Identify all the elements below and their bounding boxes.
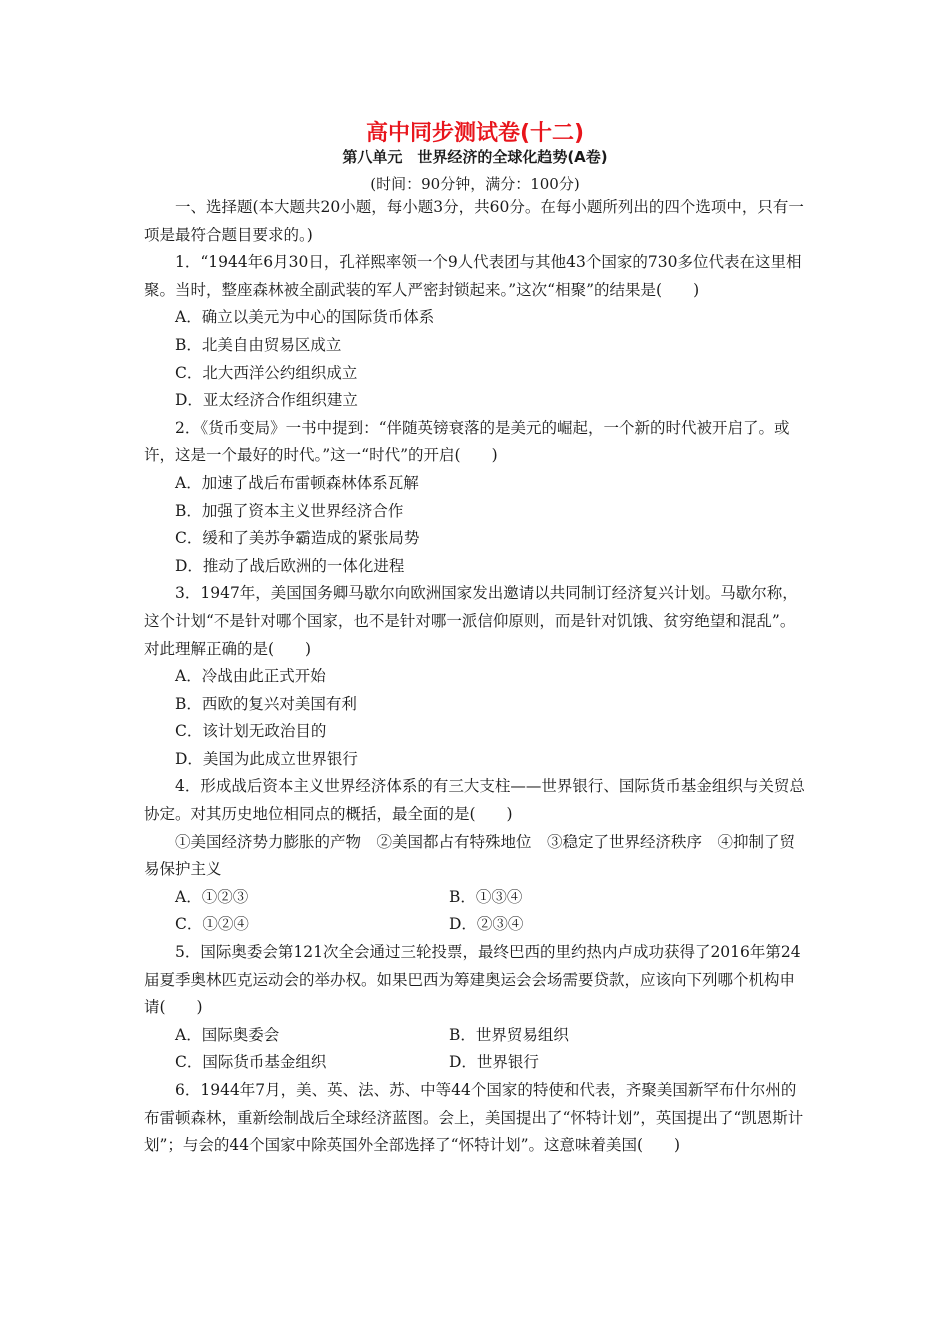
question-1-option-d: D．亚太经济合作组织建立 (175, 391, 358, 410)
question-4-stem: 4．形成战后资本主义世界经济体系的有三大支柱——世界银行、国际货币基金组织与关贸总协定。对其历史地位相同点的概括，最全面的是( ) (144, 777, 805, 824)
question-3-option-a: A．冷战由此正式开始 (175, 667, 326, 686)
exam-body (144, 194, 809, 1160)
question-2-option-b: B．加强了资本主义世界经济合作 (175, 501, 404, 520)
question-1-option-a: A．确立以美元为中心的国际货币体系 (175, 308, 435, 327)
question-5-option-c: C．国际货币基金组织 (175, 1053, 327, 1072)
page-title: 高中同步测试卷(十二) (365, 121, 585, 146)
question-4-options-row-2 (144, 911, 809, 939)
question-1-stem: 1．“1944年6月30日，孔祥熙率领一个9人代表团与其他43个国家的730多位代表在这里相聚。当时，整座森林被全副武装的军人严密封锁起来。”这次“相聚”的结果是( ) (144, 253, 802, 299)
time-info: (时间：90分钟，满分：100分) (370, 175, 580, 193)
question-5-options-row-1 (144, 1022, 809, 1050)
question-4-options-row-1 (144, 884, 809, 912)
question-1-option-b: B．北美自由贸易区成立 (175, 335, 342, 354)
unit-subtitle: 第八单元 世界经济的全球化趋势(A卷) (342, 148, 608, 166)
question-2-stem: 2．《货币变局》一书中提到：“伴随英镑衰落的是美元的崛起，一个新的时代被开启了。或许，这是一个最好的时代。”这一“时代”的开启( ) (144, 418, 790, 465)
question-3-option-c: C．该计划无政治目的 (175, 722, 327, 741)
section-heading: 一、选择题(本大题共20小题，每小题3分，共60分。在每小题所列出的四个选项中，只有一项是最符合题目要求的。) (144, 198, 804, 244)
question-4-option-b: B．①③④ (449, 887, 523, 906)
question-3-option-b: B．西欧的复兴对美国有利 (175, 694, 357, 713)
question-2-option-d: D．推动了战后欧洲的一体化进程 (175, 556, 405, 575)
question-5-options-row-2 (144, 1049, 809, 1077)
question-5-option-a: A．国际奥委会 (175, 1025, 280, 1044)
question-6-stem: 6．1944年7月，美、英、法、苏、中等44个国家的特使和代表，齐聚美国新罕布什尔州的布雷顿森林，重新绘制战后全球经济蓝图。会上，美国提出了“怀特计划”，英国提出了“凯恩斯计划”；与会的44个国家中除英国外全部选择了“怀特计划”。这意味着美国( ) (144, 1081, 804, 1155)
question-4-option-c: C．①②④ (175, 915, 249, 934)
question-4-note: ①美国经济势力膨胀的产物 ②美国都占有特殊地位 ③稳定了世界经济秩序 ④抑制了贸易保护主义 (144, 832, 796, 879)
question-2-option-c: C．缓和了美苏争霸造成的紧张局势 (175, 529, 420, 548)
question-4-option-d: D．②③④ (449, 915, 524, 934)
question-4-option-a: A．①②③ (175, 887, 249, 906)
question-5-option-b: B．世界贸易组织 (449, 1025, 569, 1044)
question-3-option-d: D．美国为此成立世界银行 (175, 749, 358, 768)
question-3-stem: 3．1947年，美国国务卿马歇尔向欧洲国家发出邀请以共同制订经济复兴计划。马歇尔称，这个计划“不是针对哪个国家，也不是针对哪一派信仰原则，而是针对饥饿、贫穷绝望和混乱”。对此理解正确的是( ) (144, 584, 798, 658)
question-5-stem: 5．国际奥委会第121次全会通过三轮投票，最终巴西的里约热内卢成功获得了2016年第24届夏季奥林匹克运动会的举办权。如果巴西为筹建奥运会会场需要贷款，应该向下列哪个机构申请( ) (144, 943, 801, 1017)
question-2-option-a: A．加速了战后布雷顿森林体系瓦解 (175, 473, 419, 492)
question-1-option-c: C．北大西洋公约组织成立 (175, 363, 358, 382)
question-5-option-d: D．世界银行 (449, 1053, 539, 1072)
